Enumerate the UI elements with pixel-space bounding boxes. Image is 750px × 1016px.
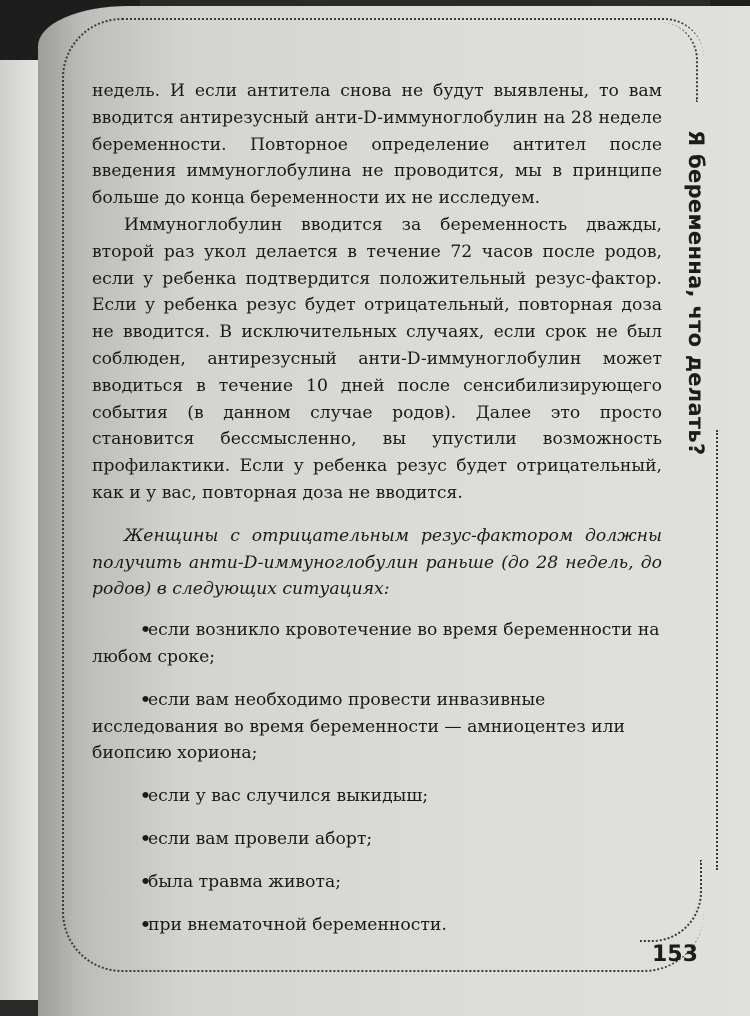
list-item: • при внематочной беременности. bbox=[92, 912, 662, 939]
italic-intro: Женщины с отрицательным резус-фактором должны получить анти-D-иммуноглобулин раньше (до 28 недель, до родов) в следующих ситуациях: bbox=[92, 525, 662, 600]
bullet-icon: • bbox=[140, 620, 151, 641]
list-item: • если у вас случился выкидыш; bbox=[92, 783, 662, 810]
bullet-icon: • bbox=[140, 871, 151, 892]
paragraph: Иммуноглобулин вводится за беременность дважды, второй раз укол делается в течение 72 часов после родов, если у ребенка подтвердится положительный резус-фактор. Если у ребенка резус будет отрицательный, повторная доза не вводится. В исключительных случаях, если срок не был соблюден, антирезусный анти-D-иммуноглобулин может вводиться в течение 10 дней после сенсибилизирующего события (в данном случае родов). Далее это просто становится бессмысленно, вы упустили возможность профилактики. Если у ребенка резус будет отрицательный, как и у вас, повторная доза не вводится. bbox=[92, 214, 662, 503]
bullet-icon: • bbox=[140, 828, 151, 849]
running-title: Я беременна, что делать? bbox=[684, 130, 708, 456]
bullet-icon: • bbox=[140, 689, 151, 710]
paragraph: недель. И если антитела снова не будут выявлены, то вам вводится антирезусный анти-D-иммуноглобулин на 28 неделе беременности. Повторное определение антител после введения иммуноглобулина не проводится, мы в принципе больше до конца беременности их не исследуем. bbox=[92, 81, 662, 209]
page-body bbox=[92, 78, 662, 954]
list-item: • если вам необходимо провести инвазивные исследования во время беременности — амниоцентез или биопсию хориона; bbox=[92, 687, 662, 767]
situations-list bbox=[92, 617, 662, 938]
list-item: • если возникло кровотечение во время беременности на любом сроке; bbox=[92, 617, 662, 671]
page-number: 153 bbox=[652, 942, 698, 967]
dotted-side-rule bbox=[716, 430, 718, 870]
list-item: • была травма живота; bbox=[92, 869, 662, 896]
bullet-icon: • bbox=[140, 914, 151, 935]
list-item: • если вам провели аборт; bbox=[92, 826, 662, 853]
bullet-icon: • bbox=[140, 786, 151, 807]
